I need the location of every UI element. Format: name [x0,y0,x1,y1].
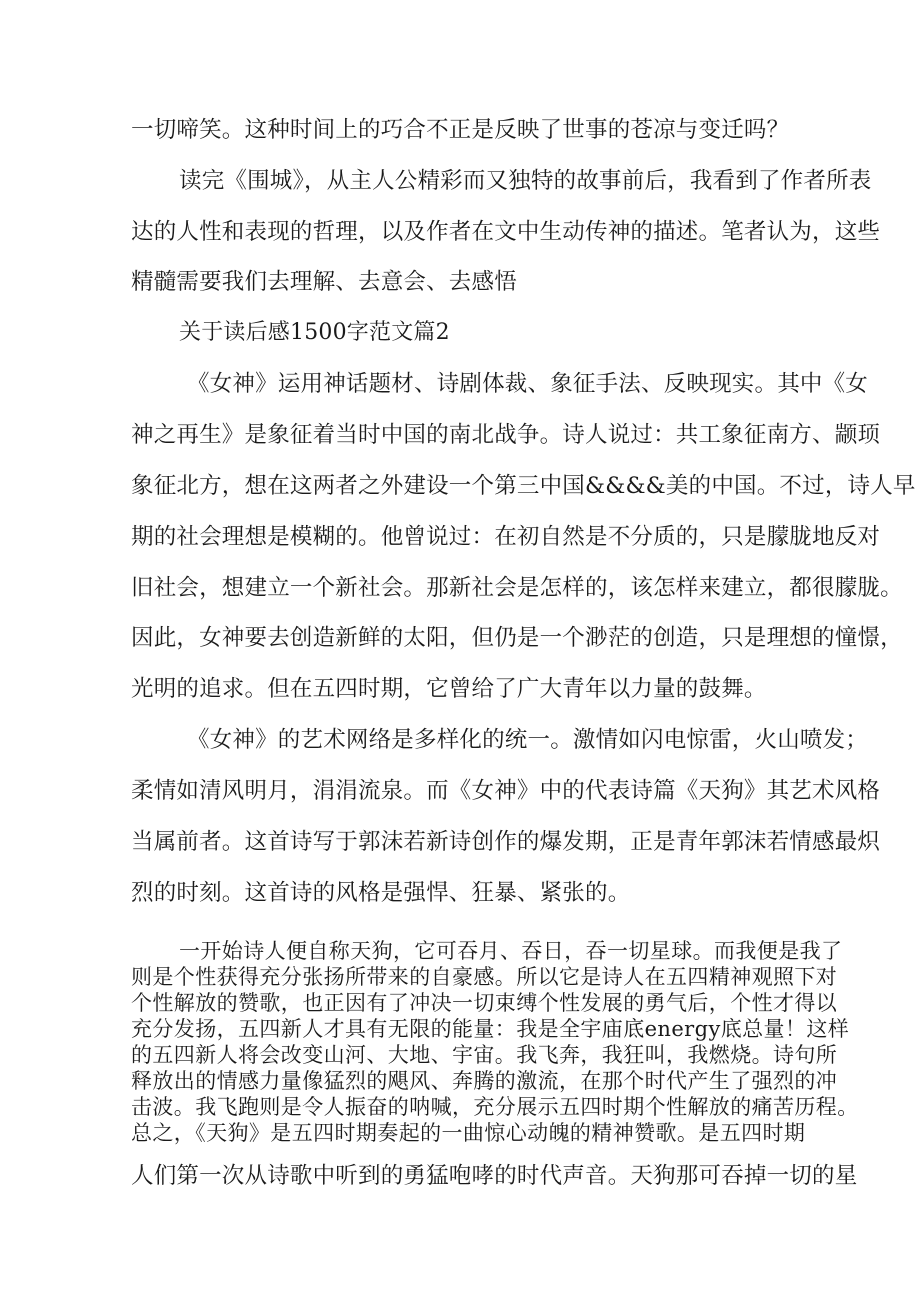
section-heading: 关于读后感1500字范文篇2 [179,320,450,345]
text-line: 充分发扬，五四新人才具有无限的能量：我是全宇庙底energy底总量！这样 [131,1017,850,1041]
text-line: 因此，女神要去创造新鲜的太阳，但仍是一个渺茫的创造，只是理想的憧憬， [131,625,903,651]
text-line: 则是个性获得充分张扬所带来的自豪感。所以它是诗人在五四精神观照下对 [131,965,838,989]
text-line: 神之再生》是象征着当时中国的南北战争。诗人说过：共工象征南方、颛顼 [131,422,881,448]
text-line: 光明的追求。但在五四时期，它曾给了广大青年以力量的鼓舞。 [131,676,767,702]
paragraph-first-line: 《女神》的艺术网络是多样化的统一。激情如闪电惊雷，火山喷发； [187,727,869,753]
text-line: 达的人性和表现的哲理，以及作者在文中生动传神的描述。笔者认为，这些 [131,219,881,245]
text-line: 释放出的情感力量像猛烈的飓风、奔腾的激流，在那个时代产生了强烈的冲 [131,1069,838,1093]
text-line: 总之，《天狗》是五四时期奏起的一曲惊心动魄的精神赞歌。是五四时期 [131,1121,806,1145]
paragraph-first-line: 一开始诗人便自称天狗，它可吞月、吞日，吞一切星球。而我便是我了 [179,939,843,963]
text-line: 当属前者。这首诗写于郭沫若新诗创作的爆发期，正是青年郭沫若情感最炽 [131,829,881,855]
text-line: 个性解放的赞歌，也正因有了冲决一切束缚个性发展的勇气后，个性才得以 [131,991,838,1015]
text-line: 的五四新人将会改变山河、大地、宇宙。我飞奔，我狂叫，我燃烧。诗句所 [131,1043,838,1067]
text-line: 象征北方，想在这两者之外建设一个第三中国&&&&美的中国。不过，诗人早 [131,473,916,499]
text-line: 旧社会，想建立一个新社会。那新社会是怎样的，该怎样来建立，都很朦胧。 [131,575,903,601]
text-line: 烈的时刻。这首诗的风格是强悍、狂暴、紧张的。 [131,880,631,906]
paragraph-first-line: 《女神》运用神话题材、诗剧体裁、象征手法、反映现实。其中《女 [187,371,869,397]
text-line: 击波。我飞跑则是令人振奋的呐喊，充分展示五四时期个性解放的痛苦历程。 [131,1095,859,1119]
text-line: 一切啼笑。这种时间上的巧合不正是反映了世事的苍凉与变迁吗？ [131,117,790,143]
paragraph-first-line: 读完《围城》，从主人公精彩而又独特的故事前后，我看到了作者所表 [179,168,872,194]
text-line: 期的社会理想是模糊的。他曾说过：在初自然是不分质的，只是朦胧地反对 [131,524,881,550]
text-line: 人们第一次从诗歌中听到的勇猛咆哮的时代声音。天狗那可吞掉一切的星 [131,1163,858,1189]
text-line: 精髓需要我们去理解、去意会、去感悟 [131,269,517,295]
text-line: 柔情如清风明月，涓涓流泉。而《女神》中的代表诗篇《天狗》其艺术风格 [131,778,881,804]
